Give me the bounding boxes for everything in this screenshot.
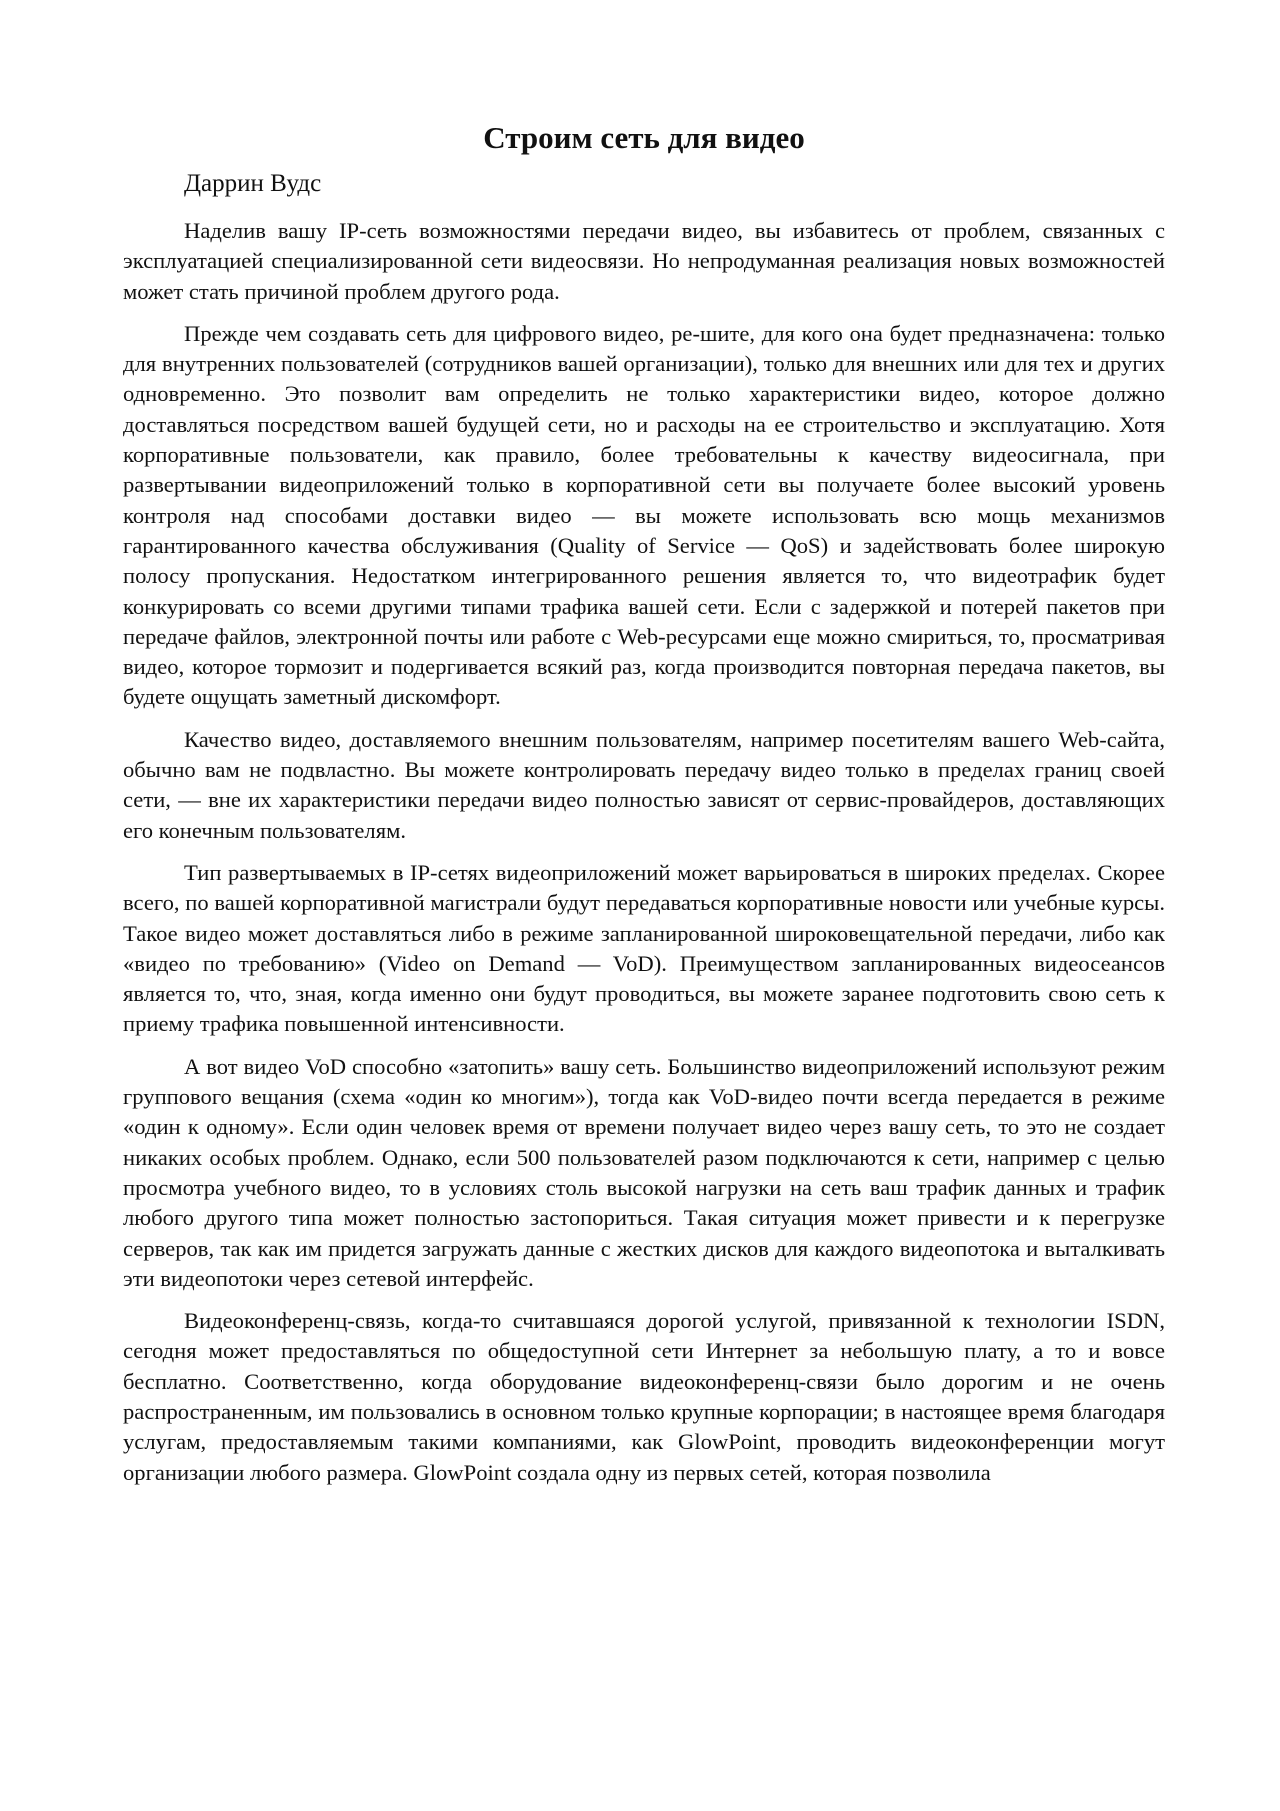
document-author: Даррин Вудс bbox=[184, 170, 322, 197]
paragraph-network-planning: Прежде чем создавать сеть для цифрового видео, ре-шите, для кого она будет предназначена: только для внутренних пользователей (сотрудников вашей организации), только для внешних или для тех и других одновременно. Это позволит вам определить не только характеристики видео, которое должно доставляться посредством вашей будущей сети, но и расходы на ее строительство и эксплуатацию. Хотя корпоративные пользователи, как правило, более требовательны к качеству видеосигнала, при развертывании видеоприложений только в корпоративной сети вы получаете более высокий уровень контроля над способами доставки видео — вы можете использовать всю мощь механизмов гарантированного качества обслуживания (Quality of Service — QoS) и задействовать более широкую полосу пропускания. Недостатком интегрированного решения является то, что видеотрафик будет конкурировать со всеми другими типами трафика вашей сети. Если с задержкой и потерей пакетов при передаче файлов, электронной почты или работе с Web-ресурсами еще можно смириться, то, просматривая видео, которое тормозит и подергивается всякий раз, когда производится повторная передача пакетов, вы будете ощущать заметный дискомфорт. bbox=[123, 320, 1165, 710]
paragraph-application-types: Тип развертываемых в IP-сетях видеоприложений может варьироваться в широких пределах. Скорее всего, по вашей корпоративной магистрали будут передаваться корпоративные новости или учебные курсы. Такое видео может доставляться либо в режиме запланированной широковещательной передачи, либо как «видео по требованию» (Video on Demand — VoD). Преимуществом запланированных видеосеансов является то, что, зная, когда именно они будут проводиться, вы можете заранее подготовить свою сеть к приему трафика повышенной интенсивности. bbox=[123, 859, 1165, 1037]
document-title: Строим сеть для видео bbox=[483, 120, 805, 155]
document-page bbox=[123, 118, 1165, 1500]
paragraph-intro: Наделив вашу IP-сеть возможностями передачи видео, вы избавитесь от проблем, связанных с эксплуатацией специализированной сети видеосвязи. Но непродуманная реализация новых возможностей может стать причиной проблем другого рода. bbox=[123, 218, 1165, 304]
paragraph-external-users: Качество видео, доставляемого внешним пользователям, например посетителям вашего Web-сайта, обычно вам не подвластно. Вы можете контролировать передачу видео только в пределах границ своей сети, — вне их характеристики передачи видео полностью зависят от сервис-провайдеров, доставляющих его конечным пользователям. bbox=[123, 726, 1165, 843]
paragraph-vod: А вот видео VoD способно «затопить» вашу сеть. Большинство видеоприложений используют режим группового вещания (схема «один ко многим»), тогда как VoD-видео почти всегда передается в режиме «один к одному». Если один человек время от времени получает видео через вашу сеть, то это не создает никаких особых проблем. Однако, если 500 пользователей разом подключаются к сети, например с целью просмотра учебного видео, то в условиях столь высокой нагрузки на сеть ваш трафик данных и трафик любого другого типа может полностью застопориться. Такая ситуация может привести и к перегрузке серверов, так как им придется загружать данные с жестких дисков для каждого видеопотока и выталкивать эти видеопотоки через сетевой интерфейс. bbox=[123, 1053, 1165, 1291]
paragraph-videoconferencing: Видеоконференц-связь, когда-то считавшаяся дорогой услугой, привязанной к технологии ISDN, сегодня может предоставляться по общедоступной сети Интернет за небольшую плату, а то и вовсе бесплатно. Соответственно, когда оборудование видеоконференц-связи было дорогим и не очень распространенным, им пользовались в основном только крупные корпорации; в настоящее время благодаря услугам, предоставляемым такими компаниями, как GlowPoint, проводить видеоконференции могут организации любого размера. GlowPoint создала одну из первых сетей, которая позволила bbox=[123, 1308, 1165, 1485]
